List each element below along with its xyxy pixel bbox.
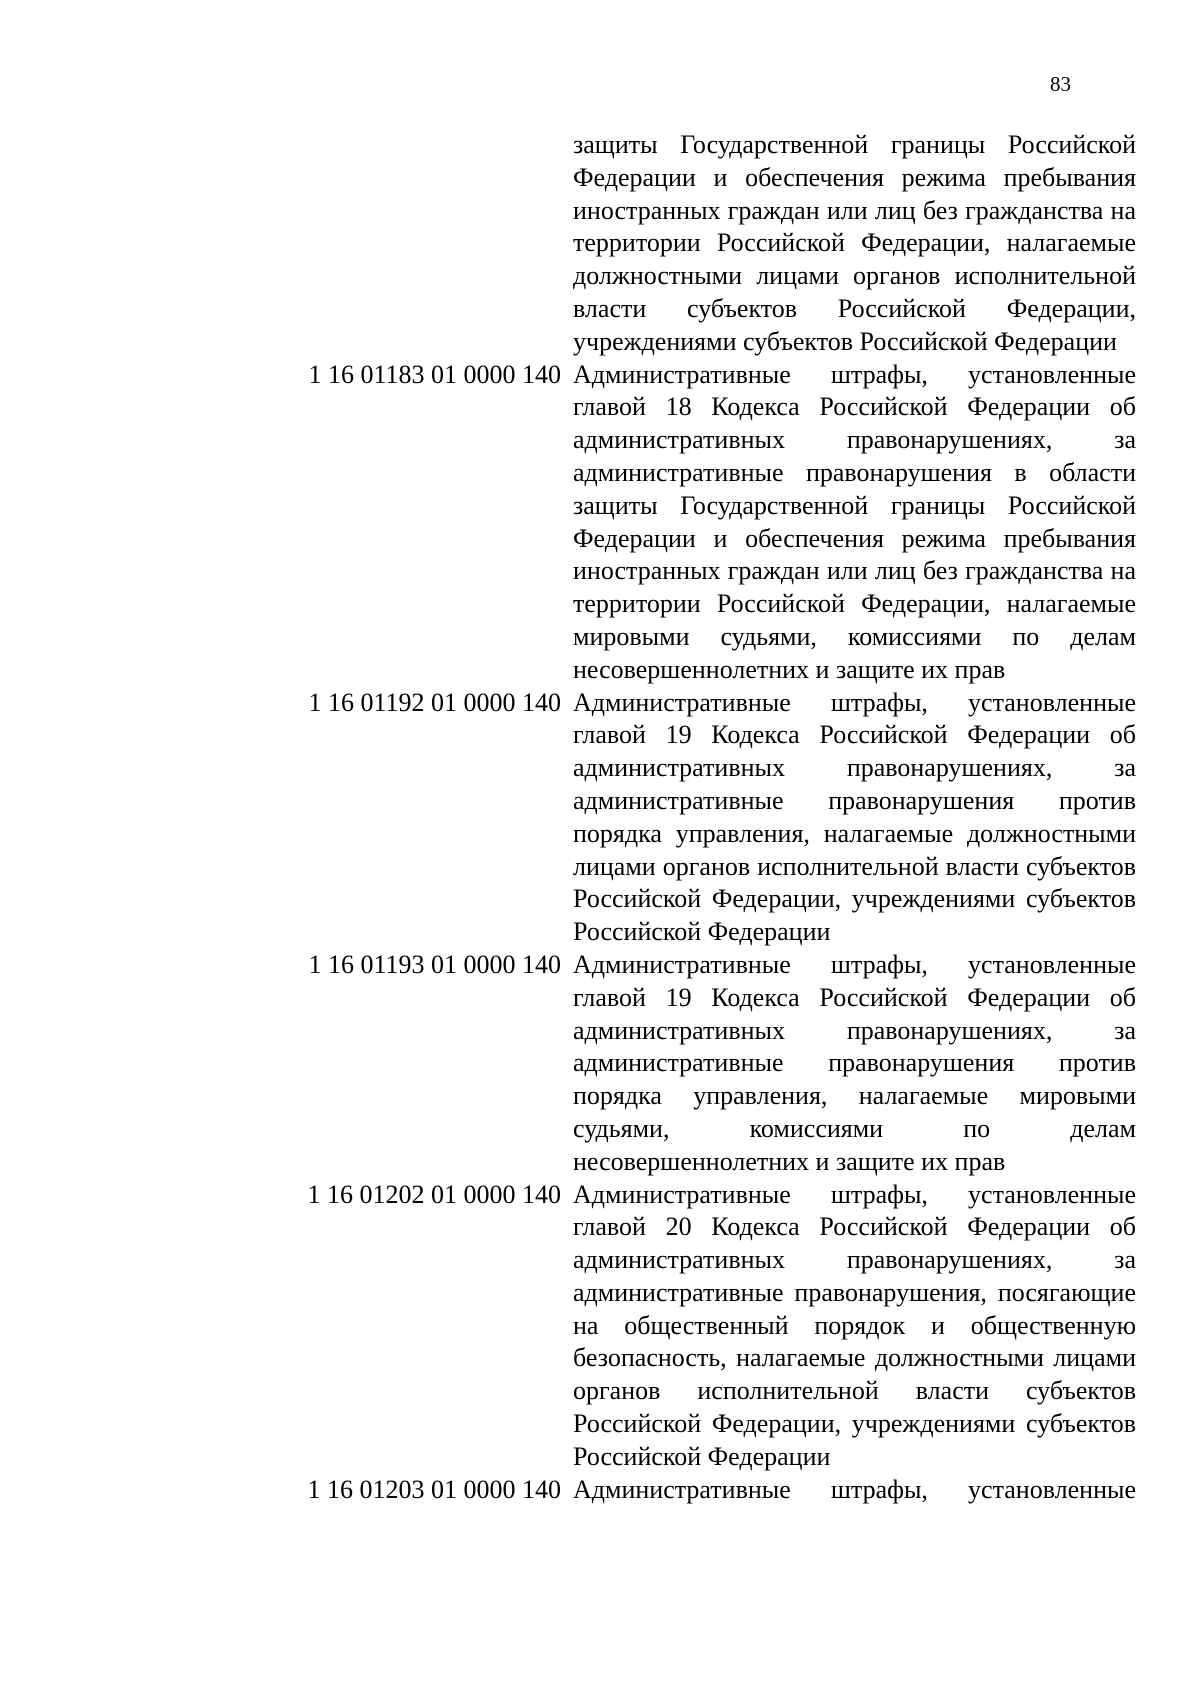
classification-code: 1 16 01193 01 0000 140 bbox=[308, 949, 561, 979]
page-number: 83 bbox=[1050, 72, 1071, 96]
table-row bbox=[0, 687, 1200, 949]
code-description: Административные штрафы, установленные главой 20 Кодекса Российской Федерации об административных правонарушениях, за административные правонарушения, посягающие на общественный порядок и общественную безопасность, налагаемые должностными лицами органов исполнительной власти субъектов Российской Федерации, учреждениями субъектов Российской Федерации bbox=[573, 1179, 1136, 1471]
budget-code-table bbox=[0, 129, 1200, 1506]
table-row bbox=[0, 129, 1200, 359]
code-description: защиты Государственной границы Российской Федерации и обеспечения режима пребывания иностранных граждан или лиц без гражданства на территории Российской Федерации, налагаемые должностными лицами органов исполнительной власти субъектов Российской Федерации, учреждениями субъектов Российской Федерации bbox=[573, 130, 1136, 356]
classification-code: 1 16 01203 01 0000 140 bbox=[307, 1474, 561, 1504]
classification-code: 1 16 01192 01 0000 140 bbox=[308, 687, 561, 717]
code-description: Административные штрафы, установленные bbox=[573, 1474, 1136, 1504]
code-description: Административные штрафы, установленные главой 19 Кодекса Российской Федерации об административных правонарушениях, за административные правонарушения против порядка управления, налагаемые мировыми судьями, комиссиями по делам несовершеннолетних и защите их прав bbox=[573, 949, 1136, 1176]
code-description: Административные штрафы, установленные главой 18 Кодекса Российской Федерации об административных правонарушениях, за административные правонарушения в области защиты Государственной границы Российской Федерации и обеспечения режима пребывания иностранных граждан или лиц без гражданства на территории Российской Федерации, налагаемые мировыми судьями, комиссиями по делам несовершеннолетних и защите их прав bbox=[573, 359, 1136, 684]
table-row bbox=[0, 949, 1200, 1179]
classification-code: 1 16 01183 01 0000 140 bbox=[308, 359, 561, 389]
code-description: Административные штрафы, установленные главой 19 Кодекса Российской Федерации об административных правонарушениях, за административные правонарушения против порядка управления, налагаемые должностными лицами органов исполнительной власти субъектов Российской Федерации, учреждениями субъектов Российской Федерации bbox=[573, 687, 1136, 947]
table-row bbox=[0, 1179, 1200, 1474]
table-row bbox=[0, 359, 1200, 687]
classification-code: 1 16 01202 01 0000 140 bbox=[307, 1179, 561, 1209]
table-row bbox=[0, 1474, 1200, 1507]
